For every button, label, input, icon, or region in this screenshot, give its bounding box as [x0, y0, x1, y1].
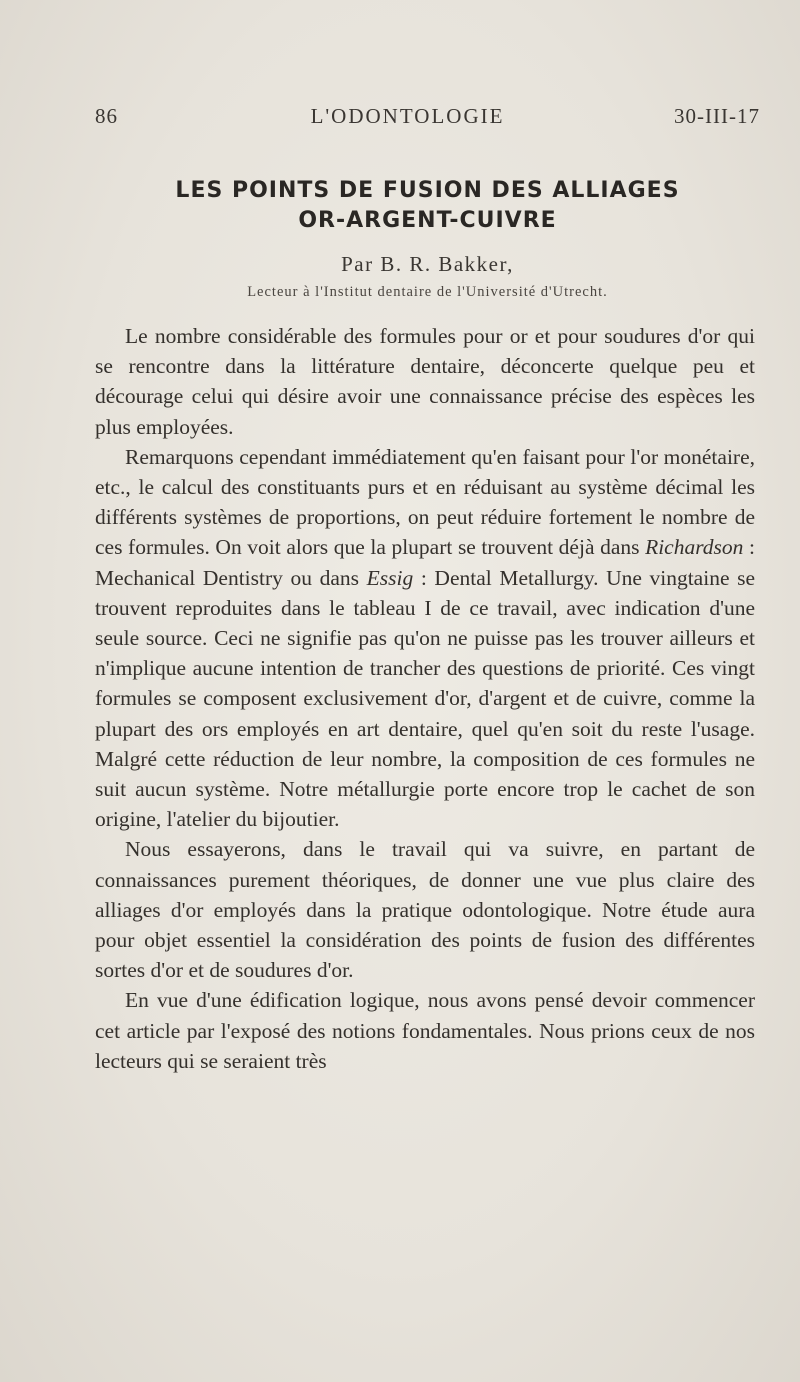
paragraph-2: [95, 442, 755, 835]
paragraph-2-part-b: : Mechanical Dentistry ou dans: [95, 535, 755, 590]
issue-date: 30-III-17: [674, 104, 760, 128]
paragraph-2-part-a: Remarquons cependant immédiatement qu'en faisant pour l'or monétaire, etc., le calcul des constituants purs et en réduisant au système décimal les différents systèmes de proportions, on peut réduire fortement le nombre de ces formules. On voit alors que la plupart se trouvent déjà dans: [95, 444, 755, 560]
article-body: [95, 321, 755, 1076]
article-title: [95, 176, 760, 236]
author-affiliation: Lecteur à l'Institut dentaire de l'Université d'Utrecht.: [247, 284, 608, 300]
running-head: [95, 104, 760, 134]
reference-essig: Essig: [366, 565, 414, 590]
paragraph-1: Le nombre considérable des formules pour or et pour soudures d'or qui se rencontre dans la littérature dentaire, déconcerte quelque peu et décourage celui qui désire avoir une connaissance précise des espèces les plus employées.: [95, 324, 755, 439]
reference-richardson: Richardson: [645, 535, 744, 560]
journal-name: L'ODONTOLOGIE: [310, 104, 505, 128]
paragraph-3: Nous essayerons, dans le travail qui va suivre, en partant de connaissances purement théoriques, de donner une vue plus claire des alliages d'or employés dans la pratique odontologique. Notre étude aura pour objet essentiel la considération des points de fusion des différentes sortes d'or et de soudures d'or.: [95, 837, 755, 983]
paragraph-2-part-c: : Dental Metallurgy. Une vingtaine se trouvent reproduites dans le tableau I de ce travail, avec indication d'une seule source. Ceci ne signifie pas qu'on ne puisse pas les trouver ailleurs et n'implique aucune intention de trancher des questions de priorité. Ces vingt formules se composent exclusivement d'or, d'argent et de cuivre, comme la plupart des ors employés en art dentaire, quel qu'en soit du reste l'usage. Malgré cette réduction de leur nombre, la composition de ces formules ne suit aucun système. Notre métallurgie porte encore trop le cachet de son origine, l'atelier du bijoutier.: [95, 565, 756, 832]
title-line-1: LES POINTS DE FUSION DES ALLIAGES: [175, 178, 680, 203]
page-number: 86: [95, 104, 118, 128]
paragraph-4: En vue d'une édification logique, nous avons pensé devoir commencer cet article par l'exposé des notions fondamentales. Nous prions ceux de nos lecteurs qui se seraient très: [95, 988, 755, 1073]
author-line: Par B. R. Bakker,: [341, 252, 514, 276]
title-line-2: OR-ARGENT-CUIVRE: [298, 208, 557, 233]
